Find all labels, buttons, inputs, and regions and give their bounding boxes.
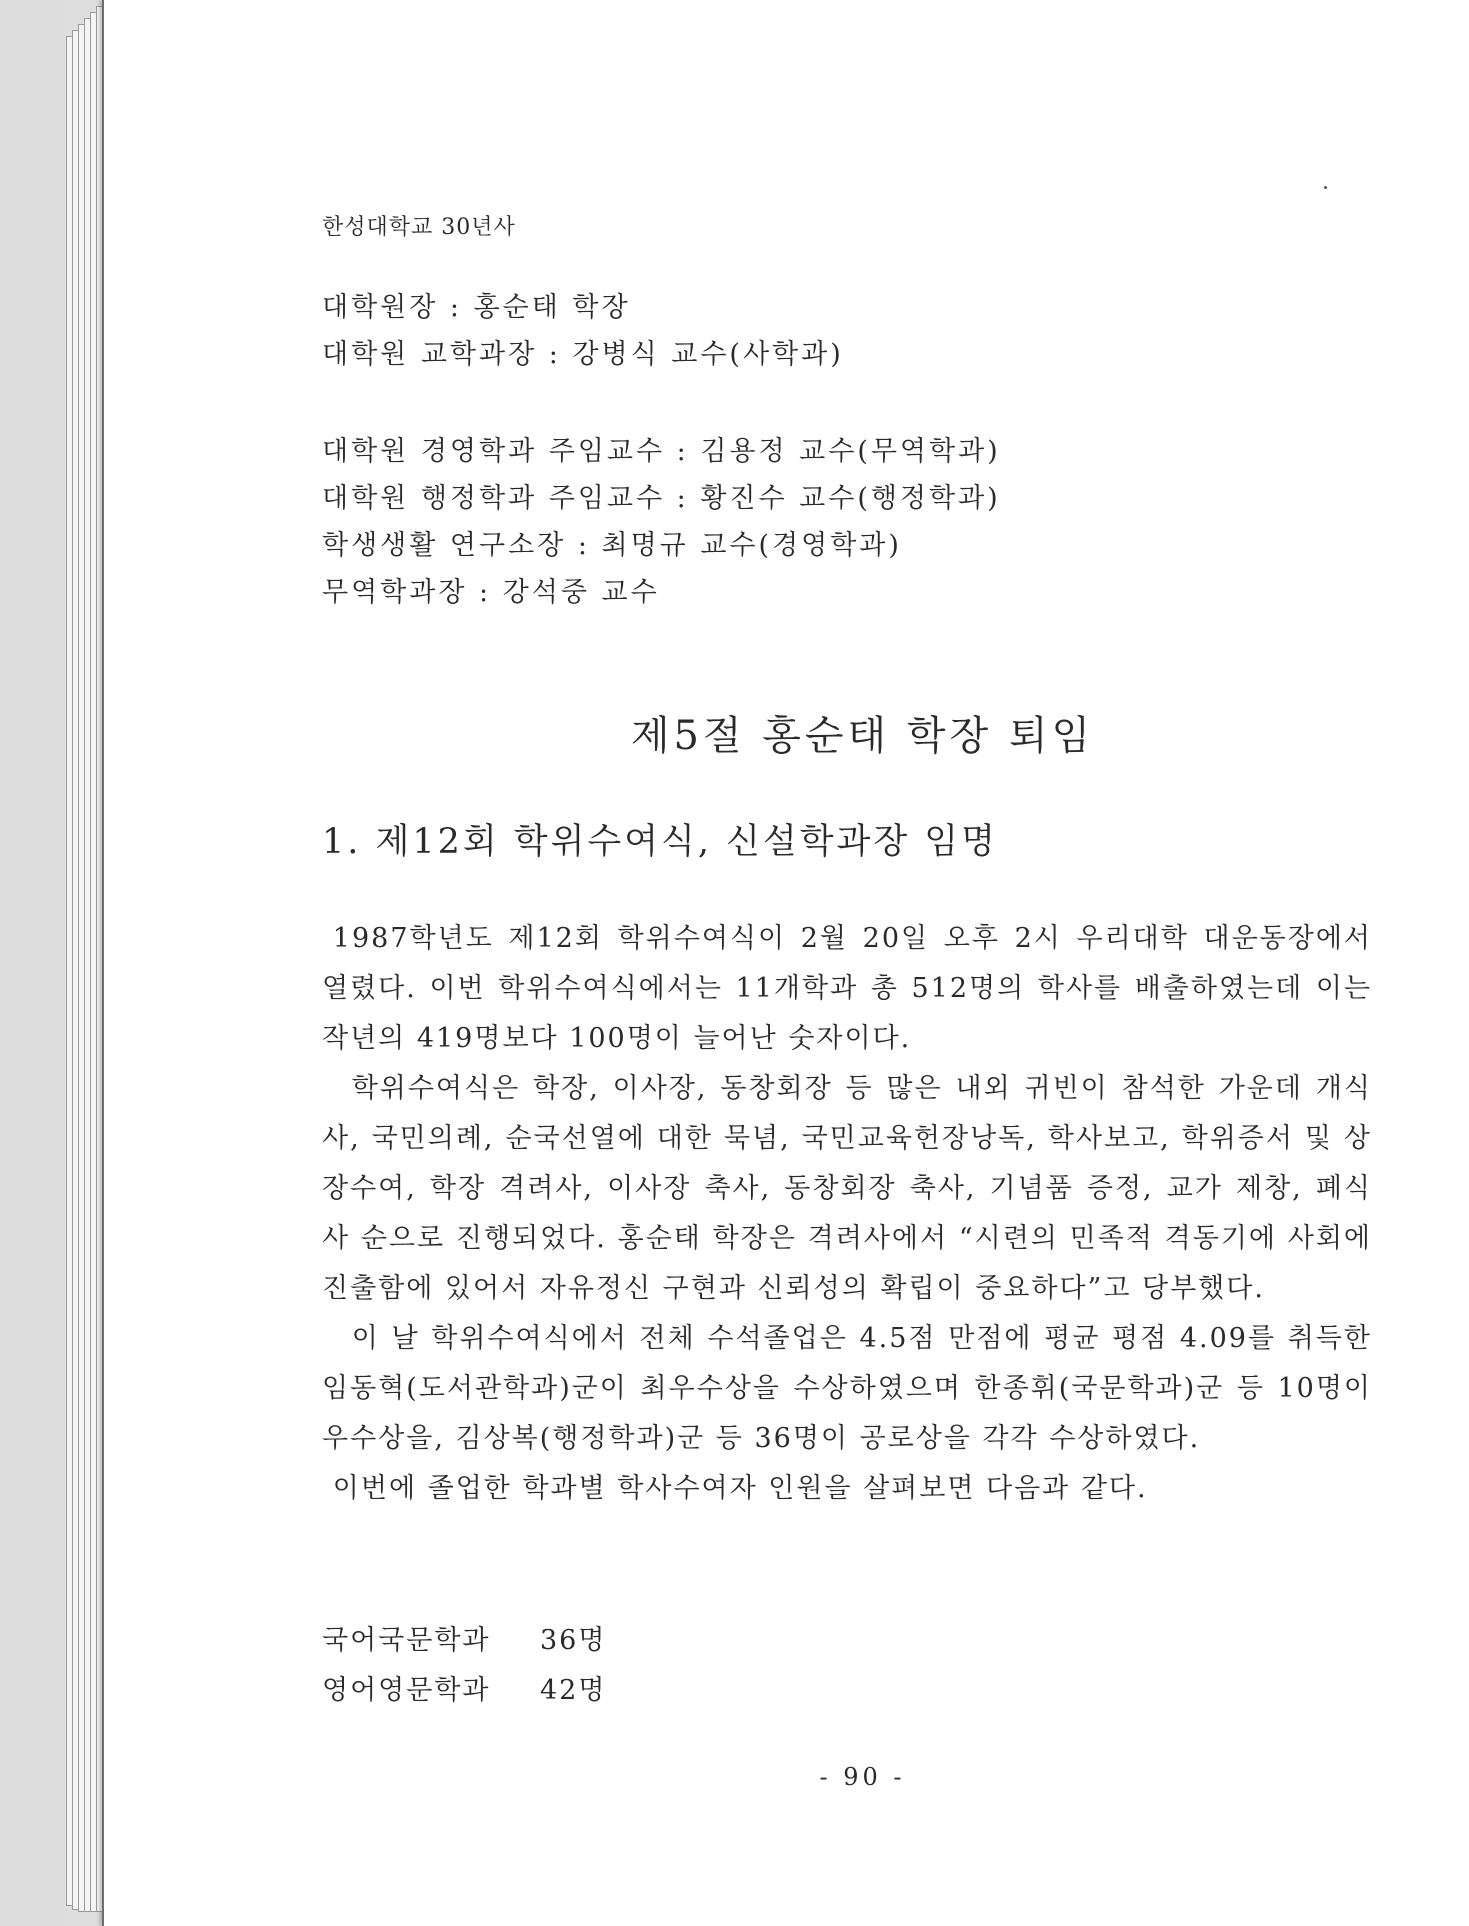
department-name: 국어국문학과 bbox=[322, 1625, 491, 1656]
appointment-line: 학생생활 연구소장 : 최명규 교수(경영학과) bbox=[322, 530, 902, 561]
department-row bbox=[322, 1666, 606, 1716]
page-number: - 90 - bbox=[819, 1763, 906, 1791]
department-count: 42명 bbox=[540, 1675, 607, 1706]
appointment-line: 대학원 행정학과 주임교수 : 황진수 교수(행정학과) bbox=[322, 483, 1001, 514]
appointments-top bbox=[322, 284, 844, 378]
section-title: 제5절 홍순태 학장 퇴임 bbox=[630, 713, 1095, 759]
department-row bbox=[322, 1616, 606, 1666]
paragraph: 이 날 학위수여식에서 전체 수석졸업은 4.5점 만점에 평균 평점 4.09를 취득한 임동혁(도서관학과)군이 최우수상을 수상하였으며 한종휘(국문학과)군 등 10명이 우수상을, 김상복(행정학과)군 등 36명이 공로상을 각각 수상하였다. bbox=[322, 1323, 1372, 1454]
paragraph: 1987학년도 제12회 학위수여식이 2월 20일 오후 2시 우리대학 대운동장에서 열렸다. 이번 학위수여식에서는 11개학과 총 512명의 학사를 배출하였는데 이는 작년의 419명보다 100명이 늘어난 숫자이다. bbox=[322, 923, 1372, 1054]
appointment-line: 무역학과장 : 강석중 교수 bbox=[322, 577, 660, 608]
paragraph: 학위수여식은 학장, 이사장, 동창회장 등 많은 내외 귀빈이 참석한 가운데 개식사, 국민의례, 순국선열에 대한 묵념, 국민교육헌장낭독, 학사보고, 학위증서 및 상장수여, 학장 격려사, 이사장 축사, 동창회장 축사, 기념품 증정, 교가 제창, 폐식사 순으로 진행되었다. 홍순태 학장은 격려사에서 “시련의 민족적 격동기에 사회에 진출함에 있어서 자유정신 구현과 신뢰성의 확립이 중요하다”고 당부했다. bbox=[322, 1073, 1372, 1304]
running-head: 한성대학교 30년사 bbox=[322, 215, 516, 240]
department-name: 영어영문학과 bbox=[322, 1675, 491, 1706]
department-count: 36명 bbox=[540, 1625, 607, 1656]
appointment-line: 대학원 교학과장 : 강병식 교수(사학과) bbox=[322, 339, 844, 370]
book-page bbox=[102, 0, 1469, 1926]
body-text bbox=[322, 914, 1372, 1514]
appointment-line: 대학원 경영학과 주임교수 : 김용정 교수(무역학과) bbox=[322, 436, 1001, 467]
scan-speck bbox=[1324, 186, 1327, 189]
paragraph: 이번에 졸업한 학과별 학사수여자 인원을 살펴보면 다음과 같다. bbox=[332, 1473, 1148, 1504]
appointment-line: 대학원장 : 홍순태 학장 bbox=[322, 292, 631, 323]
appointments-bottom bbox=[322, 428, 1001, 616]
department-list bbox=[322, 1616, 606, 1716]
subsection-title: 1. 제12회 학위수여식, 신설학과장 임명 bbox=[322, 822, 998, 862]
